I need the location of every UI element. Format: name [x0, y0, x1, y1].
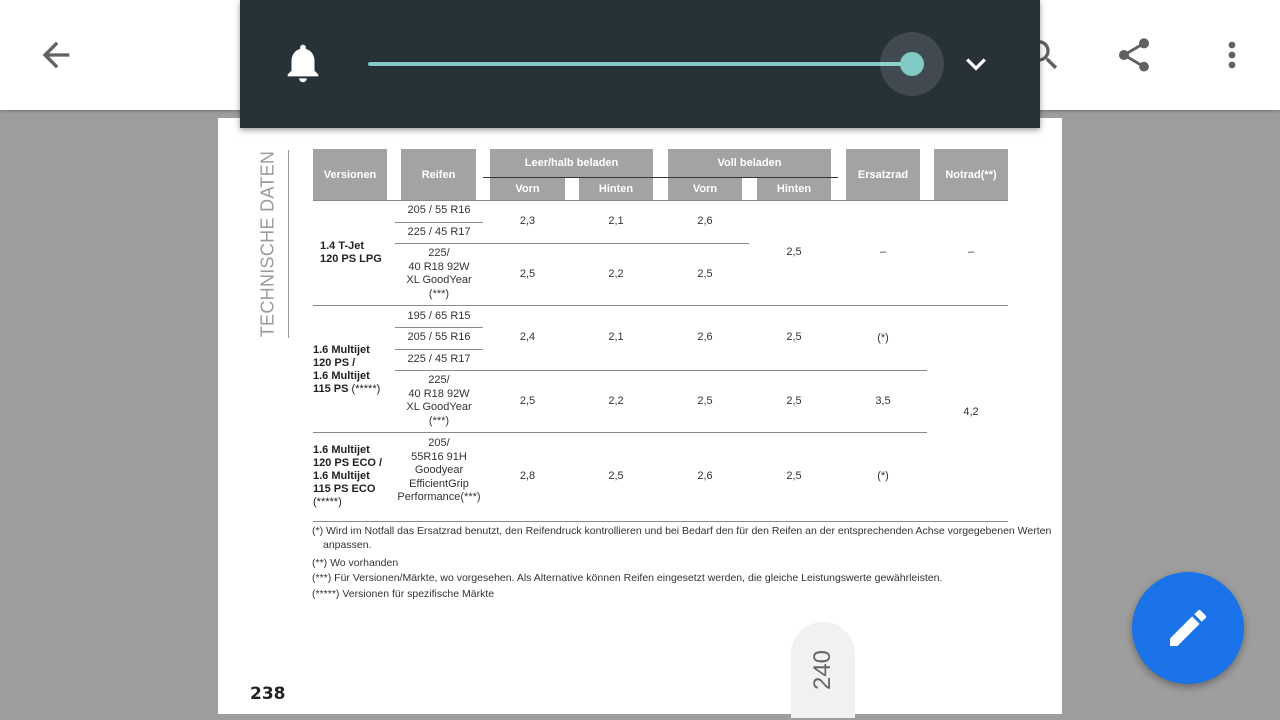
- value-cell: 2,4: [519, 331, 536, 344]
- tire-line: 40 R18 92W: [408, 260, 470, 273]
- value-cell: 2,5: [519, 268, 536, 281]
- value-cell: 2,3: [519, 215, 536, 228]
- header-notrad: Notrad(**): [934, 149, 1008, 200]
- header-leer-hinten: Hinten: [579, 178, 653, 200]
- header-versionen: Versionen: [313, 149, 387, 200]
- version-name-line: 115 PS: [313, 383, 349, 395]
- tire-line: 55R16 91H: [411, 450, 467, 463]
- version-1-6-multijet-eco: [313, 444, 382, 509]
- volume-slider-track[interactable]: [368, 62, 912, 66]
- value-cell: 3,5: [875, 395, 891, 408]
- page-indicator-label: 240: [809, 649, 836, 691]
- value-cell: 2,5: [786, 331, 802, 344]
- tire-divider: [395, 222, 483, 223]
- value-cell: 2,5: [786, 395, 802, 408]
- group-divider: [313, 305, 1008, 306]
- header-reifen: Reifen: [401, 149, 476, 200]
- version-name-line: 1.6 Multijet: [313, 344, 370, 356]
- footnote-4: (*****) Versionen für spezifische Märkte: [312, 588, 495, 600]
- tire-195-65-r15: 195 / 65 R15: [407, 310, 471, 323]
- value-cell: 2,6: [697, 470, 713, 483]
- back-button[interactable]: [16, 0, 96, 110]
- header-leer-vorn: Vorn: [490, 178, 565, 200]
- share-icon: [1114, 35, 1154, 75]
- tire-line: XL GoodYear: [406, 401, 472, 413]
- header-voll-hinten: Hinten: [757, 178, 831, 200]
- header-leer-halb-beladen: Leer/halb beladen: [490, 149, 653, 177]
- edit-fab-button[interactable]: [1132, 572, 1244, 684]
- table-top-rule: [313, 200, 1008, 201]
- row-divider: [395, 370, 927, 371]
- pencil-icon: [1164, 604, 1212, 652]
- value-cell: 2,5: [786, 246, 802, 259]
- arrow-back-icon: [36, 35, 76, 75]
- version-name-line: 115 PS ECO: [313, 483, 376, 495]
- tire-divider: [395, 327, 483, 328]
- tire-205-55-r16: 205 / 55 R16: [407, 331, 471, 344]
- version-name-line: 1.6 Multijet: [313, 370, 370, 382]
- tire-divider: [395, 349, 483, 350]
- tire-line: 40 R18 92W: [408, 387, 470, 400]
- tire-line: Goodyear: [414, 464, 464, 477]
- row-divider: [395, 243, 749, 244]
- footnote-1: [312, 524, 1051, 552]
- version-name-suffix: (*****): [348, 383, 381, 395]
- tire-line: (***): [428, 414, 450, 427]
- table-bottom-rule: [313, 521, 1008, 522]
- volume-panel: [240, 0, 1040, 128]
- value-cell: 2,5: [786, 470, 802, 483]
- value-cell: 2,5: [697, 395, 713, 408]
- document-page-number: 238: [250, 684, 286, 704]
- tire-line: 225/: [428, 247, 450, 259]
- version-1-6-multijet: [313, 344, 380, 396]
- footnote-line: (*) Wird im Notfall das Ersatzrad benutzt, den Reifendruck kontrollieren und bei Bedarf den für den Reifen an der entsprechenden Achse vorgegebenen Werten: [312, 525, 1052, 537]
- value-cell: –: [967, 246, 975, 259]
- volume-expand-button[interactable]: [956, 44, 996, 84]
- value-cell: 2,5: [608, 470, 624, 483]
- tire-205-55-r16-efficientgrip: [390, 436, 488, 506]
- section-side-title: [248, 150, 289, 338]
- bell-icon: [280, 40, 326, 86]
- header-ersatzrad: Ersatzrad: [846, 149, 920, 200]
- value-cell: 2,6: [697, 215, 713, 228]
- ringer-button[interactable]: [280, 40, 326, 86]
- value-cell: 2,6: [697, 331, 713, 344]
- share-button[interactable]: [1094, 0, 1174, 110]
- volume-slider-thumb[interactable]: [900, 52, 924, 76]
- value-cell: 2,1: [608, 331, 624, 344]
- version-1-4-tjet-lpg: [320, 240, 382, 266]
- tire-line: Performance(***): [397, 491, 481, 504]
- tire-line: EfficientGrip: [409, 477, 469, 490]
- value-cell: (*): [877, 332, 889, 345]
- version-name-line: (*****): [313, 496, 342, 508]
- header-divider: [483, 177, 838, 178]
- footnote-3: (***) Für Versionen/Märkte, wo vorgesehen. Als Alternative können Reifen eingesetzt werden, die gleiche Leistungswerte gewährleisten.: [312, 572, 943, 584]
- tire-225-40-r18-goodyear: [395, 373, 483, 429]
- tire-line: 225/: [428, 374, 450, 386]
- group-divider: [313, 432, 927, 433]
- value-cell: 2,2: [608, 395, 624, 408]
- footnote-2: (**) Wo vorhanden: [312, 557, 399, 569]
- tire-line: (***): [428, 287, 450, 300]
- tire-line: XL GoodYear: [406, 274, 472, 286]
- side-title-text: TECHNISCHE DATEN: [257, 150, 278, 338]
- tire-205-55-r16: 205 / 55 R16: [407, 204, 471, 217]
- header-voll-beladen: Voll beladen: [668, 149, 831, 177]
- more-vert-icon: [1212, 35, 1252, 75]
- footnote-line: anpassen.: [323, 539, 372, 551]
- version-name-line: 120 PS ECO /: [313, 457, 383, 469]
- tire-225-45-r17: 225 / 45 R17: [407, 226, 471, 239]
- version-name-line: 1.4 T-Jet: [320, 240, 365, 252]
- value-cell: 2,5: [519, 395, 536, 408]
- value-cell: 4,2: [963, 406, 979, 419]
- value-cell: 2,5: [697, 268, 713, 281]
- chevron-down-icon: [956, 44, 996, 84]
- version-name-line: 1.6 Multijet: [313, 444, 370, 456]
- value-cell: –: [879, 246, 887, 259]
- header-voll-vorn: Vorn: [668, 178, 742, 200]
- tire-225-40-r18-goodyear: [395, 246, 483, 302]
- tire-225-45-r17: 225 / 45 R17: [407, 353, 471, 366]
- value-cell: (*): [877, 470, 889, 483]
- version-name-line: 120 PS LPG: [320, 253, 382, 265]
- version-name-line: 1.6 Multijet: [313, 470, 370, 482]
- value-cell: 2,1: [608, 215, 624, 228]
- tire-line: 205/: [428, 437, 450, 450]
- version-name-line: 120 PS /: [313, 357, 356, 369]
- value-cell: 2,2: [608, 268, 624, 281]
- value-cell: 2,8: [519, 470, 536, 483]
- page-indicator[interactable]: [791, 622, 855, 718]
- more-options-button[interactable]: [1192, 0, 1272, 110]
